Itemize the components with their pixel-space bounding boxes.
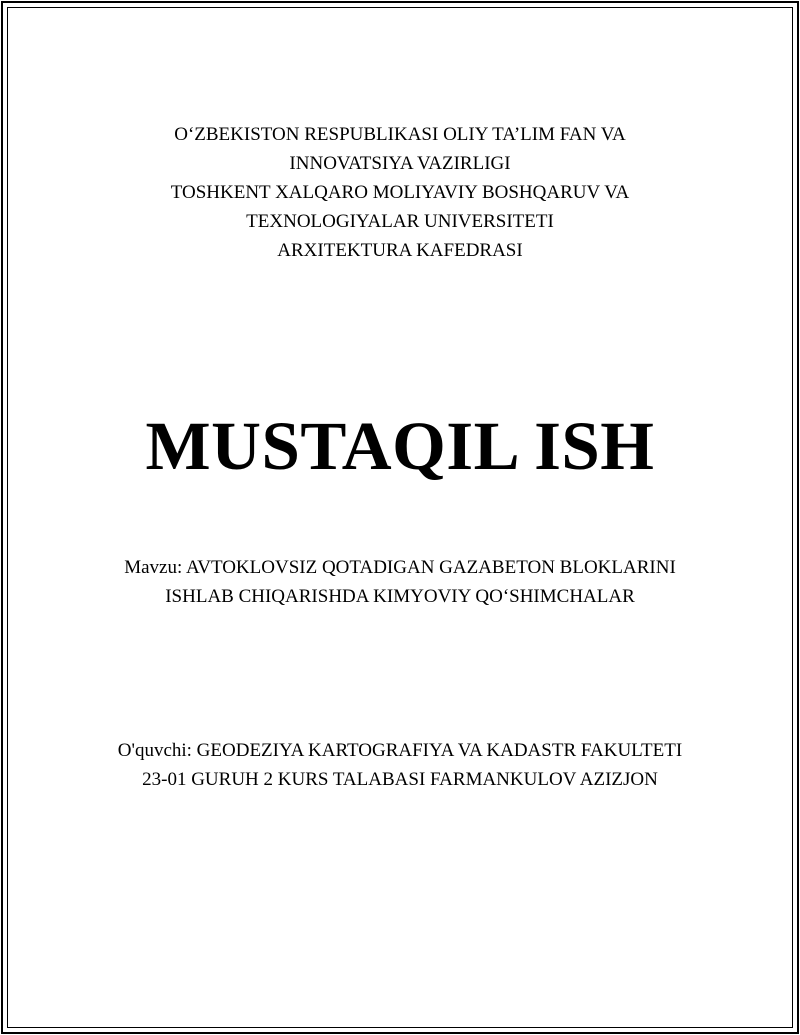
author-block [0, 736, 800, 794]
header-line-ministry-1: O‘ZBEKISTON RESPUBLIKASI OLIY TA’LIM FAN VA [174, 124, 626, 145]
author-line-faculty: O'quvchi: GEODEZIYA KARTOGRAFIYA VA KADASTR FAKULTETI [117, 740, 683, 761]
topic-line-2: ISHLAB CHIQARISHDA KIMYOVIY QO‘SHIMCHALAR [165, 586, 635, 607]
header-line-university-1: TOSHKENT XALQARO MOLIYAVIY BOSHQARUV VA [170, 182, 630, 203]
document-title: MUSTAQIL ISH [145, 408, 655, 484]
header-line-university-2: TEXNOLOGIYALAR UNIVERSITETI [246, 211, 554, 232]
author-line-student: 23-01 GURUH 2 KURS TALABASI FARMANKULOV AZIZJON [142, 769, 658, 790]
header-line-department: ARXITEKTURA KAFEDRASI [277, 240, 523, 261]
topic-line-1: Mavzu: AVTOKLOVSIZ QOTADIGAN GAZABETON BLOKLARINI [124, 557, 676, 578]
document-title-block [0, 406, 800, 486]
topic-block [0, 553, 800, 611]
header-line-ministry-2: INNOVATSIYA VAZIRLIGI [289, 153, 511, 174]
institution-header [0, 120, 800, 265]
